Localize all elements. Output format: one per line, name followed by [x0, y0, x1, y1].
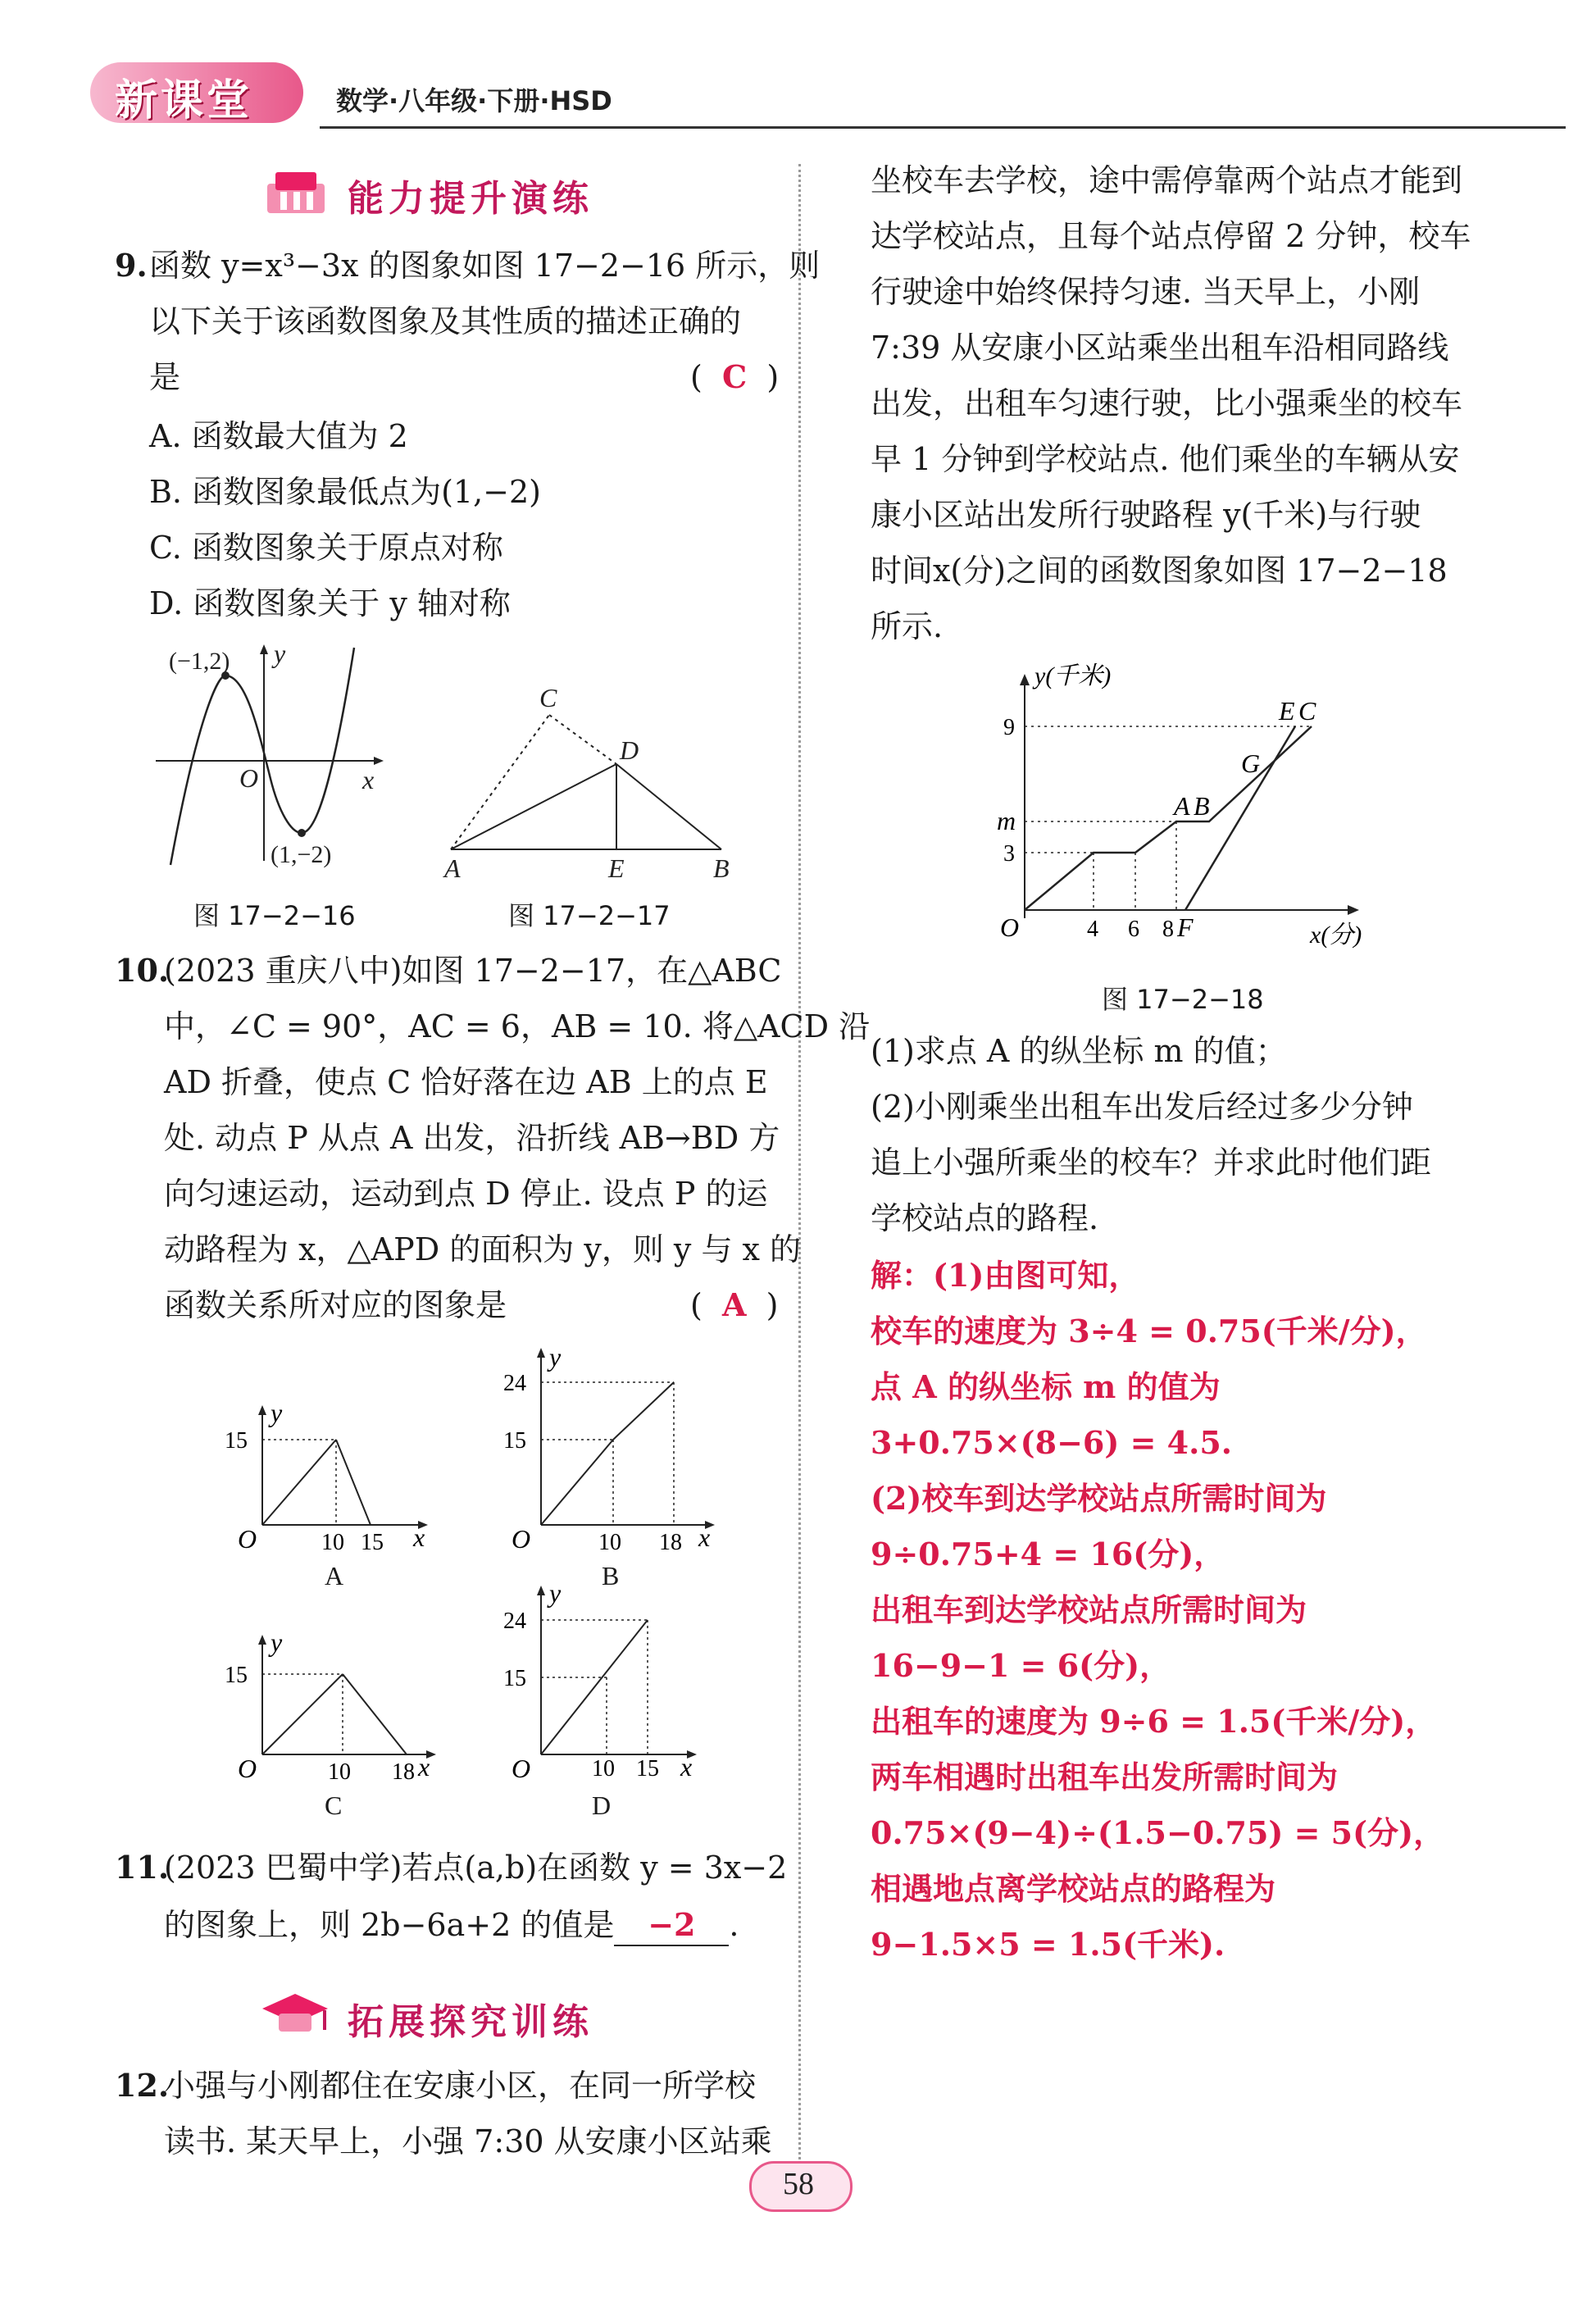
svg-text:O: O	[512, 1754, 531, 1783]
graph-c	[213, 1631, 443, 1787]
q12-sub-4: 学校站点的路程.	[871, 1200, 1099, 1236]
q10-answer: A	[721, 1286, 747, 1323]
fig17-caption: 图 17−2−17	[508, 900, 671, 931]
explore-section-icon	[254, 1984, 336, 2041]
q10-line-2: 中，∠C = 90°，AC = 6，AB = 10. 将△ACD 沿	[164, 1008, 871, 1044]
solution-line: 出租车的速度为 9÷6 = 1.5(千米/分)，	[871, 1703, 1437, 1740]
q12-left-line-1: 小强与小刚都住在安康小区，在同一所学校	[164, 2068, 757, 2104]
q12-sub-2: (2)小刚乘坐出租车出发后经过多少分钟	[871, 1089, 1413, 1125]
q10-line-3: AD 折叠，使点 C 恰好落在边 AB 上的点 E	[164, 1064, 768, 1100]
graph-d-tick-x2: 15	[636, 1756, 659, 1782]
svg-text:O: O	[512, 1524, 531, 1554]
fig18-label-b: B	[1194, 791, 1210, 821]
fig16-label-origin: O	[239, 763, 259, 793]
fig17-label-b: B	[713, 853, 730, 883]
fig17-label-a: A	[444, 853, 461, 883]
fig17-label-d: D	[620, 735, 639, 765]
graph-d-tick-y1: 24	[503, 1609, 526, 1634]
q10-line-5: 向匀速运动，运动到点 D 停止. 设点 P 的运	[164, 1176, 768, 1212]
svg-text:y: y	[271, 1402, 283, 1427]
graph-a	[213, 1402, 434, 1558]
q11-line-1: (2023 巴蜀中学)若点(a,b)在函数 y = 3x−2	[164, 1850, 788, 1886]
graph-c-tick-x2: 18	[392, 1759, 415, 1785]
solution-line: 9−1.5×5 = 1.5(千米).	[871, 1926, 1225, 1963]
solution-line: (2)校车到达学校站点所需时间为	[871, 1480, 1327, 1517]
fig16-cubic-graph	[148, 639, 393, 877]
fig18-caption: 图 17−2−18	[1102, 984, 1264, 1015]
q9-line-1: 函数 y=x³−3x 的图象如图 17−2−16 所示，则	[149, 248, 821, 284]
solution-line: 点 A 的纵坐标 m 的值为	[871, 1368, 1221, 1405]
graph-a-tick-x1: 10	[321, 1530, 344, 1555]
q11-number: 11.	[115, 1849, 170, 1886]
q11-answer-blank	[614, 1905, 729, 1946]
q12-right-line-8: 时间x(分)之间的函数图象如图 17−2−18	[871, 553, 1448, 589]
q12-right-line-9: 所示.	[871, 608, 944, 644]
fig17-ad	[451, 764, 616, 849]
fig17-triangle	[434, 680, 746, 885]
fig18-tick-y-9: 9	[1003, 715, 1015, 740]
fig18-label-c: C	[1298, 696, 1316, 726]
fig18-tick-x-6: 6	[1128, 917, 1139, 942]
svg-text:x: x	[413, 1522, 425, 1552]
q10-line-4: 处. 动点 P 从点 A 出发，沿折线 AB→BD 方	[164, 1120, 780, 1156]
q9-line-2: 以下关于该函数图象及其性质的描述正确的	[149, 303, 742, 339]
fig18-distance-time-graph	[967, 656, 1402, 967]
fig18-label-g: G	[1241, 749, 1261, 778]
fig18-tick-y-3: 3	[1003, 841, 1015, 867]
header-rule	[320, 126, 1566, 129]
fig16-min-point	[298, 829, 306, 837]
fig18-tick-x-4: 4	[1087, 917, 1098, 942]
q12-sub-3: 追上小强所乘坐的校车？并求此时他们距	[871, 1144, 1432, 1181]
q12-left-line-2: 读书. 某天早上，小强 7:30 从安康小区站乘	[164, 2123, 772, 2159]
fig16-curve	[171, 648, 354, 865]
fig18-bus-line	[1025, 726, 1312, 910]
fig16-label-y: y	[274, 639, 286, 668]
graph-d-name: D	[592, 1791, 612, 1820]
q10-number: 10.	[115, 952, 170, 989]
svg-text:y: y	[271, 1631, 283, 1657]
graph-a-tick-x2: 15	[361, 1530, 384, 1555]
svg-text:y: y	[549, 1582, 562, 1608]
graph-a-name: A	[325, 1561, 344, 1590]
fig18-x-label: x(分)	[1310, 921, 1362, 949]
header	[90, 57, 1484, 131]
q9-option-a: A. 函数最大值为 2	[149, 418, 408, 454]
ability-section-icon	[264, 167, 338, 216]
q11-answer: −2	[648, 1906, 696, 1943]
header-subtitle: 数学·八年级·下册·HSD	[336, 85, 612, 116]
solution-line: 校车的速度为 3÷4 = 0.75(千米/分)，	[871, 1313, 1427, 1349]
solution-line: 出租车到达学校站点所需时间为	[871, 1591, 1307, 1628]
solution-line: 0.75×(9−4)÷(1.5−0.75) = 5(分)，	[871, 1814, 1445, 1851]
svg-text:y: y	[549, 1345, 562, 1372]
graph-d-tick-y2: 15	[503, 1666, 526, 1691]
graph-d	[492, 1582, 705, 1787]
graph-d-line	[541, 1620, 648, 1754]
solution-line: 16−9−1 = 6(分)，	[871, 1647, 1171, 1684]
q11-line-2-text: 的图象上，则 2b−6a+2 的值是	[164, 1907, 615, 1943]
fig16-caption: 图 17−2−16	[193, 900, 356, 931]
fig17-bd	[616, 764, 721, 849]
q12-right-line-6: 早 1 分钟到学校站点. 他们乘坐的车辆从安	[871, 441, 1460, 477]
graph-c-line	[262, 1674, 343, 1754]
q9-answer: C	[721, 358, 748, 395]
graph-c-tick-y: 15	[225, 1663, 248, 1688]
solution-line: 9÷0.75+4 = 16(分)，	[871, 1536, 1225, 1572]
q9-number: 9.	[115, 247, 148, 284]
graph-b-tick-y1: 24	[503, 1371, 526, 1396]
fig17-ac-dotted	[451, 715, 549, 849]
graph-c-name: C	[325, 1791, 343, 1820]
graph-b-line	[541, 1440, 613, 1525]
q10-line-1: (2023 重庆八中)如图 17−2−17，在△ABC	[164, 953, 782, 989]
fig16-x-arrow	[374, 757, 384, 765]
fig17-cd-dotted	[549, 715, 616, 764]
column-divider	[798, 164, 801, 2164]
graph-b-tick-x2: 18	[659, 1530, 682, 1555]
fig17-label-e: E	[608, 853, 625, 883]
q12-right-line-5: 出发，出租车匀速行驶，比小强乘坐的校车	[871, 385, 1463, 421]
graph-b-tick-x1: 10	[598, 1530, 621, 1555]
q12-right-line-2: 达学校站点，且每个站点停留 2 分钟，校车	[871, 218, 1471, 254]
graph-a-tick-y: 15	[225, 1428, 248, 1454]
solution-line: 解：(1)由图可知，	[871, 1257, 1140, 1294]
fig16-y-arrow	[260, 644, 268, 654]
q9-option-b: B. 函数图象最低点为(1,−2)	[149, 474, 542, 510]
graph-a-line	[262, 1440, 336, 1525]
q12-right-line-4: 7:39 从安康小区站乘坐出租车沿相同路线	[871, 330, 1449, 366]
fig16-label-x: x	[362, 765, 375, 794]
graph-b-tick-y2: 15	[503, 1428, 526, 1454]
solution-line: 相遇地点离学校站点的路程为	[871, 1870, 1276, 1907]
fig17-label-c: C	[539, 683, 557, 712]
svg-text:x: x	[698, 1522, 711, 1552]
q9-option-c: C. 函数图象关于原点对称	[149, 530, 503, 566]
graph-b-name: B	[602, 1561, 620, 1590]
svg-text:O: O	[238, 1754, 257, 1783]
q12-right-line-3: 行驶途中始终保持匀速. 当天早上，小刚	[871, 274, 1421, 310]
solution-line: 3+0.75×(8−6) = 4.5.	[871, 1424, 1232, 1461]
fig18-label-f: F	[1177, 912, 1194, 942]
q12-right-line-1: 坐校车去学校，途中需停靠两个站点才能到	[871, 162, 1463, 198]
q12-right-line-7: 康小区站出发所行驶路程 y(千米)与行驶	[871, 497, 1421, 533]
fig18-y-label: y(千米)	[1034, 662, 1112, 689]
fig18-tick-x-8: 8	[1162, 917, 1174, 942]
q10-line-7: 函数关系所对应的图象是	[164, 1287, 507, 1323]
fig18-label-e: E	[1279, 696, 1295, 726]
graph-d-tick-x1: 10	[592, 1756, 615, 1782]
fig18-label-a: A	[1174, 791, 1190, 821]
explore-section-title: 拓展探究训练	[348, 2001, 593, 2043]
q11-line-2: 的图象上，则 2b−6a+2 的值是 −2 .	[164, 1905, 739, 1946]
q10-answer-paren: ( A )	[690, 1286, 779, 1323]
page-number: 58	[783, 2167, 814, 2201]
q9-answer-paren: ( C )	[690, 358, 780, 395]
ability-section-title: 能力提升演练	[348, 178, 593, 220]
graph-c-tick-x1: 10	[328, 1759, 351, 1785]
svg-text:O: O	[238, 1524, 257, 1554]
q10-line-6: 动路程为 x，△APD 的面积为 y，则 y 与 x 的	[164, 1231, 802, 1267]
svg-text:x: x	[680, 1752, 693, 1782]
fig16-label-min: (1,−2)	[271, 841, 332, 868]
solution-line: 两车相遇时出租车出发所需时间为	[871, 1759, 1339, 1795]
fig18-tick-y-m: m	[997, 806, 1016, 835]
fig16-label-max: (−1,2)	[169, 648, 230, 675]
q12-sub-1: (1)求点 A 的纵坐标 m 的值；	[871, 1033, 1287, 1069]
fig18-label-o: O	[1000, 912, 1020, 942]
q9-line-3: 是	[149, 359, 181, 395]
graph-b	[492, 1345, 721, 1558]
q12-number: 12.	[115, 2067, 170, 2104]
header-logo: 新课堂	[115, 76, 253, 125]
q9-option-d: D. 函数图象关于 y 轴对称	[149, 585, 511, 621]
svg-text:x: x	[418, 1752, 430, 1782]
